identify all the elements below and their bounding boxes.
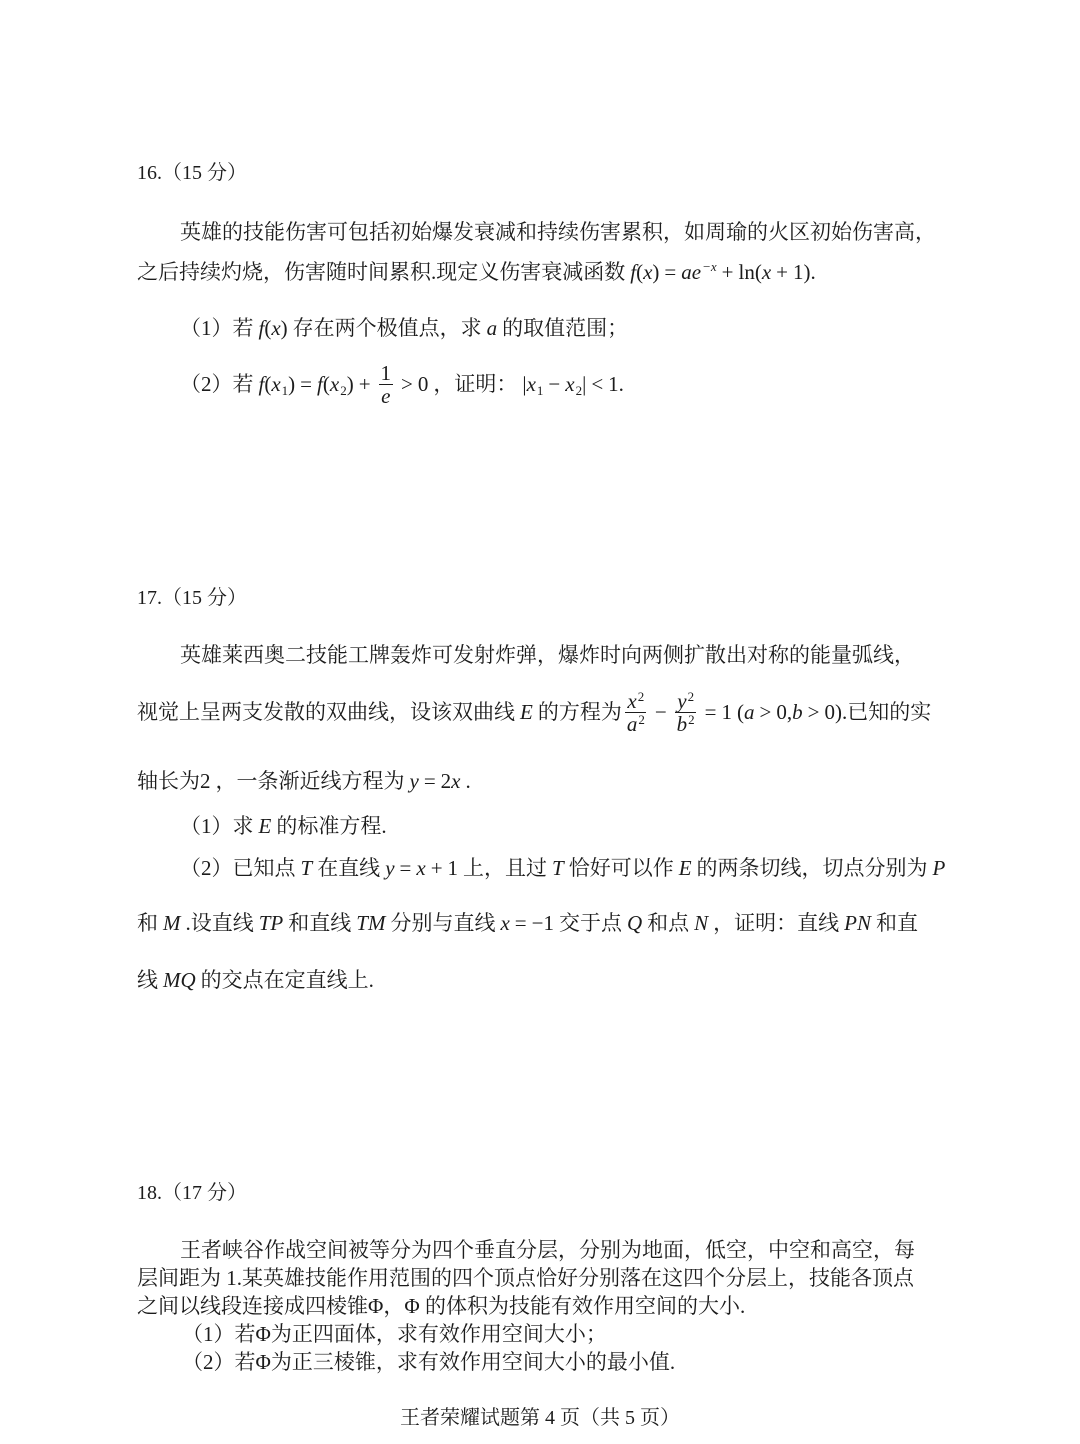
math-variable: x <box>500 911 510 935</box>
text-run: （1）求 <box>180 814 254 838</box>
q17-stem-line-3 <box>137 766 471 796</box>
text-run: 和点 <box>647 911 690 935</box>
text-run: 的标准方程. <box>276 814 387 838</box>
math-paren: ) <box>652 260 660 284</box>
math-variable: E <box>678 856 692 880</box>
math-operator: < <box>591 372 604 396</box>
math-variable: f <box>630 260 637 284</box>
math-variable: f <box>258 316 265 340</box>
math-function: ln <box>738 260 755 284</box>
math-number: 2 <box>440 769 452 793</box>
math-variable: x <box>416 856 426 880</box>
math-variable: x <box>526 372 536 396</box>
math-variable: P <box>932 856 946 880</box>
math-operator: = <box>664 260 677 284</box>
q17-header <box>137 583 247 613</box>
math-variable: f <box>317 372 323 396</box>
q17-part-1 <box>180 811 387 841</box>
q16-part-1 <box>180 313 628 343</box>
fraction <box>625 690 647 735</box>
q17-stem-line-2 <box>137 688 932 736</box>
math-subscript: 2 <box>340 383 347 398</box>
q18-part-2 <box>182 1347 675 1377</box>
math-number: 0 <box>824 700 835 724</box>
math-paren: ( <box>264 372 272 396</box>
math-number: 1 <box>447 856 459 880</box>
math-number: 1 <box>793 260 804 284</box>
question-number: 17.（15 分） <box>137 587 247 609</box>
math-variable: TM <box>356 911 386 935</box>
math-paren: ) <box>288 372 296 396</box>
text-run: 分别与直线 <box>390 911 496 935</box>
q18-stem-line-2 <box>137 1263 914 1293</box>
text-run: 的方程为 <box>537 700 622 724</box>
math-variable: PN <box>844 911 871 935</box>
math-variable: x <box>451 769 461 793</box>
math-operator: = <box>704 700 717 724</box>
math-variable: a <box>744 700 755 724</box>
text-run: （1）若Φ为正四面体，求有效作用空间大小； <box>182 1322 607 1346</box>
math-superscript: 2 <box>637 688 645 704</box>
text-run: 之间以线段连接成四棱锥Φ，Φ 的体积为技能有效作用空间的大小. <box>137 1294 746 1318</box>
text-run: 交于点 <box>558 911 622 935</box>
math-variable: y <box>385 856 395 880</box>
math-superscript: 2 <box>638 711 645 727</box>
math-variable: x <box>643 260 653 284</box>
text-run: ，证明： <box>433 372 518 396</box>
text-run: ，证明：直线 <box>713 911 840 935</box>
math-abs-bar: | <box>582 372 587 396</box>
math-variable: E <box>258 814 272 838</box>
fraction-numerator: 1 <box>380 360 392 385</box>
math-operator: + <box>776 260 788 284</box>
text-run: 层间距为 1.某英雄技能作用范围的四个顶点恰好分别落在这四个分层上，技能各顶点 <box>137 1266 914 1290</box>
text-run: 视觉上呈两支发散的双曲线，设该双曲线 <box>137 700 515 724</box>
math-subscript: 2 <box>575 383 583 398</box>
math-punctuation: . <box>810 260 816 284</box>
math-superscript: −x <box>702 259 717 274</box>
math-number: 2 <box>200 769 211 793</box>
math-superscript: 2 <box>688 711 695 727</box>
text-run: 轴长为 <box>137 769 200 793</box>
math-paren: ) <box>803 260 811 284</box>
math-variable: x <box>271 372 281 396</box>
text-run: 和直线 <box>288 911 352 935</box>
q17-part-2-line-2 <box>137 908 918 938</box>
text-run: 的取值范围； <box>502 316 629 340</box>
q17-part-2-line-1 <box>180 853 945 883</box>
q18-header <box>137 1178 247 1208</box>
math-punctuation: . <box>465 769 471 793</box>
math-variable: N <box>694 911 709 935</box>
math-operator: + <box>430 856 443 880</box>
text-run: （1）若 <box>180 316 254 340</box>
math-operator: − <box>654 700 667 724</box>
math-paren: ( <box>264 316 272 340</box>
question-number: 18.（17 分） <box>137 1182 247 1204</box>
math-abs-bar: | <box>522 372 527 396</box>
math-punctuation: , <box>786 700 793 724</box>
math-paren: ( <box>322 372 330 396</box>
question-number: 16.（15 分） <box>137 162 247 184</box>
text-run: 和直 <box>876 911 918 935</box>
fraction-denominator: e <box>381 383 391 408</box>
q18-stem-line-3 <box>137 1291 745 1321</box>
math-variable: b <box>676 711 688 736</box>
math-variable: x <box>565 372 575 396</box>
text-run: 的交点在定直线上. <box>200 968 374 992</box>
text-run: 在直线 <box>317 856 381 880</box>
math-superscript: 2 <box>687 688 695 704</box>
text-run: ，一条渐近线方程为 <box>215 769 405 793</box>
math-variable: x <box>271 316 281 340</box>
math-variable: x <box>329 372 340 396</box>
q16-part-2 <box>180 360 624 408</box>
text-run: 恰好可以作 <box>568 856 674 880</box>
q16-header <box>137 158 247 188</box>
math-number: 0 <box>776 700 787 724</box>
math-paren: ( <box>636 260 644 284</box>
text-run: .设直线 <box>185 911 254 935</box>
text-run: 和 <box>137 911 158 935</box>
math-paren: ) <box>280 316 288 340</box>
math-paren: ) <box>834 700 842 724</box>
math-variable: M <box>163 911 181 935</box>
math-variable: T <box>552 856 564 880</box>
text-run: .已知的实 <box>841 700 932 724</box>
text-run: 英雄的技能伤害可包括初始爆发衰减和持续伤害累积，如周瑜的火区初始伤害高， <box>180 220 936 244</box>
text-run: 王者峡谷作战空间被等分为四个垂直分层，分别为地面，低空，中空和高空，每 <box>180 1238 915 1262</box>
math-variable: x <box>627 688 637 713</box>
math-number: −1 <box>531 911 554 935</box>
math-number: 0 <box>417 372 429 396</box>
q17-part-2-line-3 <box>137 965 374 995</box>
math-operator: > <box>401 372 413 396</box>
math-operator: = <box>399 856 412 880</box>
text-run: 之后持续灼烧，伤害随时间累积.现定义伤害衰减函数 <box>137 260 626 284</box>
fraction <box>379 362 394 407</box>
text-run: 的两条切线，切点分别为 <box>696 856 928 880</box>
page-number-label: 王者荣耀试题第 4 页（共 5 页） <box>400 1407 680 1429</box>
math-operator: > <box>759 700 772 724</box>
math-variable: y <box>409 769 419 793</box>
text-run: 英雄莱西奥二技能工牌轰炸可发射炸弹，爆炸时向两侧扩散出对称的能量弧线， <box>180 643 915 667</box>
math-variable: a <box>486 316 498 340</box>
math-variable: Q <box>626 911 643 935</box>
math-operator: = <box>423 769 436 793</box>
math-operator: + <box>358 372 371 396</box>
math-variable: x <box>761 260 772 284</box>
math-paren: ) <box>346 372 354 396</box>
fraction-denominator <box>625 713 647 735</box>
math-variable: E <box>520 700 533 724</box>
math-variable: a <box>626 711 638 736</box>
text-run: 线 <box>137 968 158 992</box>
text-run: （2）若 <box>180 372 254 396</box>
math-variable: y <box>677 688 687 713</box>
math-subscript: 1 <box>536 383 544 398</box>
math-punctuation: . <box>618 372 624 396</box>
text-run: 上，且过 <box>463 856 548 880</box>
math-operator: > <box>807 700 820 724</box>
q16-stem-line-2 <box>137 257 816 287</box>
math-variable: f <box>258 372 265 396</box>
math-number: 1 <box>608 372 619 396</box>
text-run: （2）已知点 <box>180 856 296 880</box>
fraction <box>675 690 697 735</box>
math-paren: ( <box>754 260 762 284</box>
q17-stem-line-1 <box>180 640 915 670</box>
text-run: （2）若Φ为正三棱锥，求有效作用空间大小的最小值. <box>182 1350 676 1374</box>
math-operator: = <box>300 372 313 396</box>
math-variable: ae <box>681 260 702 284</box>
math-subscript: 1 <box>281 383 289 398</box>
math-operator: − <box>548 372 561 396</box>
math-paren: ( <box>737 700 745 724</box>
math-variable: TP <box>258 911 284 935</box>
q18-stem-line-1 <box>180 1235 915 1265</box>
page-footer <box>0 1403 1080 1433</box>
q16-stem-line-1 <box>180 217 936 247</box>
fraction-denominator <box>675 713 697 735</box>
math-operator: + <box>721 260 734 284</box>
math-variable: MQ <box>163 968 196 992</box>
text-run: 存在两个极值点，求 <box>292 316 482 340</box>
math-variable: b <box>792 700 803 724</box>
math-variable: T <box>300 856 313 880</box>
math-operator: = <box>514 911 527 935</box>
q18-part-1 <box>182 1319 607 1349</box>
math-number: 1 <box>721 700 733 724</box>
